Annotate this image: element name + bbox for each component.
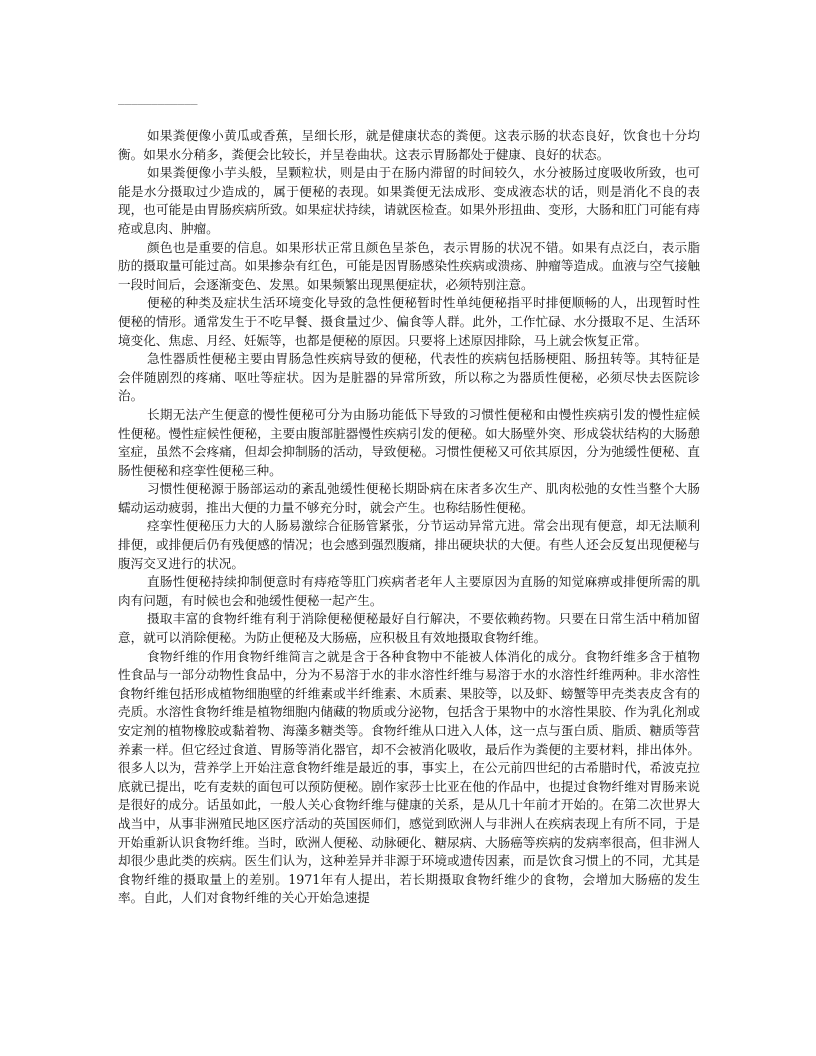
paragraph: 摄取丰富的食物纤维有利于消除便秘便秘最好自行解决，不要依赖药物。只要在日常生活中稍加留意，就可以消除便秘。为防止便秘及大肠癌，应积极且有效地摄取食物纤维。 [118, 611, 700, 646]
paragraph: 食物纤维的作用食物纤维简言之就是含于各种食物中不能被人体消化的成分。食物纤维多含于植物性食品与一部分动物性食品中，分为不易溶于水的非水溶性纤维与易溶于水的水溶性纤维两种。非水溶性食物纤维包括形成植物细胞壁的纤维素或半纤维素、木质素、果胶等，以及虾、螃蟹等甲壳类表皮含有的壳质。水溶性食物纤维是植物细胞内储藏的物质或分泌物，包括含于果物中的水溶性果胶、作为乳化剂或安定剂的植物橡胶或黏着物、海藻多糖类等。食物纤维从口进入人体，这一点与蛋白质、脂质、糖质等营养素一样。但它经过食道、胃肠等消化器官，却不会被消化吸收，最后作为粪便的主要材料，排出体外。很多人以为，营养学上开始注意食物纤维是最近的事，事实上，在公元前四世纪的古希腊时代，希波克拉底就已提出，吃有麦麸的面包可以预防便秘。剧作家莎士比亚在他的作品中，也提过食物纤维对胃肠来说是很好的成分。话虽如此，一般人关心食物纤维与健康的关系，是从几十年前才开始的。在第二次世界大战当中，从事非洲殖民地区医疗活动的英国医师们，感觉到欧洲人与非洲人在疾病表现上有所不同，于是开始重新认识食物纤维。当时，欧洲人便秘、动脉硬化、糖尿病、大肠癌等疾病的发病率很高，但非洲人却很少患此类的疾病。医生们认为，这种差异并非源于环境或遗传因素，而是饮食习惯上的不同，尤其是食物纤维的摄取量上的差别。1971年有人提出，若长期摄取食物纤维少的食物，会增加大肠癌的发生率。自此，人们对食物纤维的关心开始急速提 [118, 648, 700, 906]
paragraph: 习惯性便秘源于肠部运动的紊乱弛缓性便秘长期卧病在床者多次生产、肌肉松弛的女性当整个大肠蠕动运动疲弱，推出大便的力量不够充分时，就会产生。也称结肠性便秘。 [118, 481, 700, 515]
paragraph: 长期无法产生便意的慢性便秘可分为由肠功能低下导致的习惯性便秘和由慢性疾病引发的慢性症候性便秘。慢性症候性便秘，主要由腹部脏器慢性疾病引发的便秘。如大肠壁外突、形成袋状结构的大肠憩室症，虽然不会疼痛，但却会抑制肠的活动，导致便秘。习惯性便秘又可依其原因，分为弛缓性便秘、直肠性便秘和痉挛性便秘三种。 [118, 406, 700, 478]
article-body [118, 127, 700, 908]
paragraph: 如果粪便像小芋头般，呈颗粒状，则是由于在肠内滞留的时间较久，水分被肠过度吸收所致，也可能是水分摄取过少造成的，属于便秘的表现。如果粪便无法成形、变成液态状的话，则是消化不良的表现，也可能是由胃肠疾病所致。如果症状持续，请就医检查。如果外形扭曲、变形，大肠和肛门可能有痔疮或息肉、肿瘤。 [118, 165, 700, 236]
paragraph: 如果粪便像小黄瓜或香蕉，呈细长形，就是健康状态的粪便。这表示肠的状态良好，饮食也十分均衡。如果水分稍多，粪便会比较长，并呈卷曲状。这表示胃肠都处于健康、良好的状态。 [118, 128, 700, 162]
paragraph: 急性器质性便秘主要由胃肠急性疾病导致的便秘，代表性的疾病包括肠梗阻、肠扭转等。其特征是会伴随剧烈的疼痛、呕吐等症状。因为是脏器的异常所致，所以称之为器质性便秘，必须尽快去医院诊治。 [118, 351, 700, 404]
paragraph: 直肠性便秘持续抑制便意时有痔疮等肛门疾病者老年人主要原因为直肠的知觉麻痹或排便所需的肌肉有问题，有时候也会和弛缓性便秘一起产生。 [118, 574, 700, 608]
paragraph: 痉挛性便秘压力大的人肠易激综合征肠管紧张，分节运动异常亢进。常会出现有便意，却无法顺利排便，或排便后仍有残便感的情况；也会感到强烈腹痛，排出硬块状的大便。有些人还会反复出现便秘与腹泻交叉进行的状况。 [118, 518, 700, 571]
paragraph: 颜色也是重要的信息。如果形状正常且颜色呈茶色，表示胃肠的状况不错。如果有点泛白，表示脂肪的摄取量可能过高。如果掺杂有红色，可能是因胃肠感染性疾病或溃疡、肿瘤等造成。血液与空气接触一段时间后，会逐渐变色、发黑。如果频繁出现黑便症状，必须特别注意。 [118, 239, 700, 292]
separator-line: ____________ [118, 92, 198, 105]
paragraph: 便秘的种类及症状生活环境变化导致的急性便秘暂时性单纯便秘指平时排便顺畅的人，出现暂时性便秘的情形。通常发生于不吃早餐、摄食量过少、偏食等人群。此外，工作忙碌、水分摄取不足、生活环境变化、焦虑、月经、妊娠等，也都是便秘的原因。只要将上述原因排除，马上就会恢复正常。 [118, 295, 700, 348]
